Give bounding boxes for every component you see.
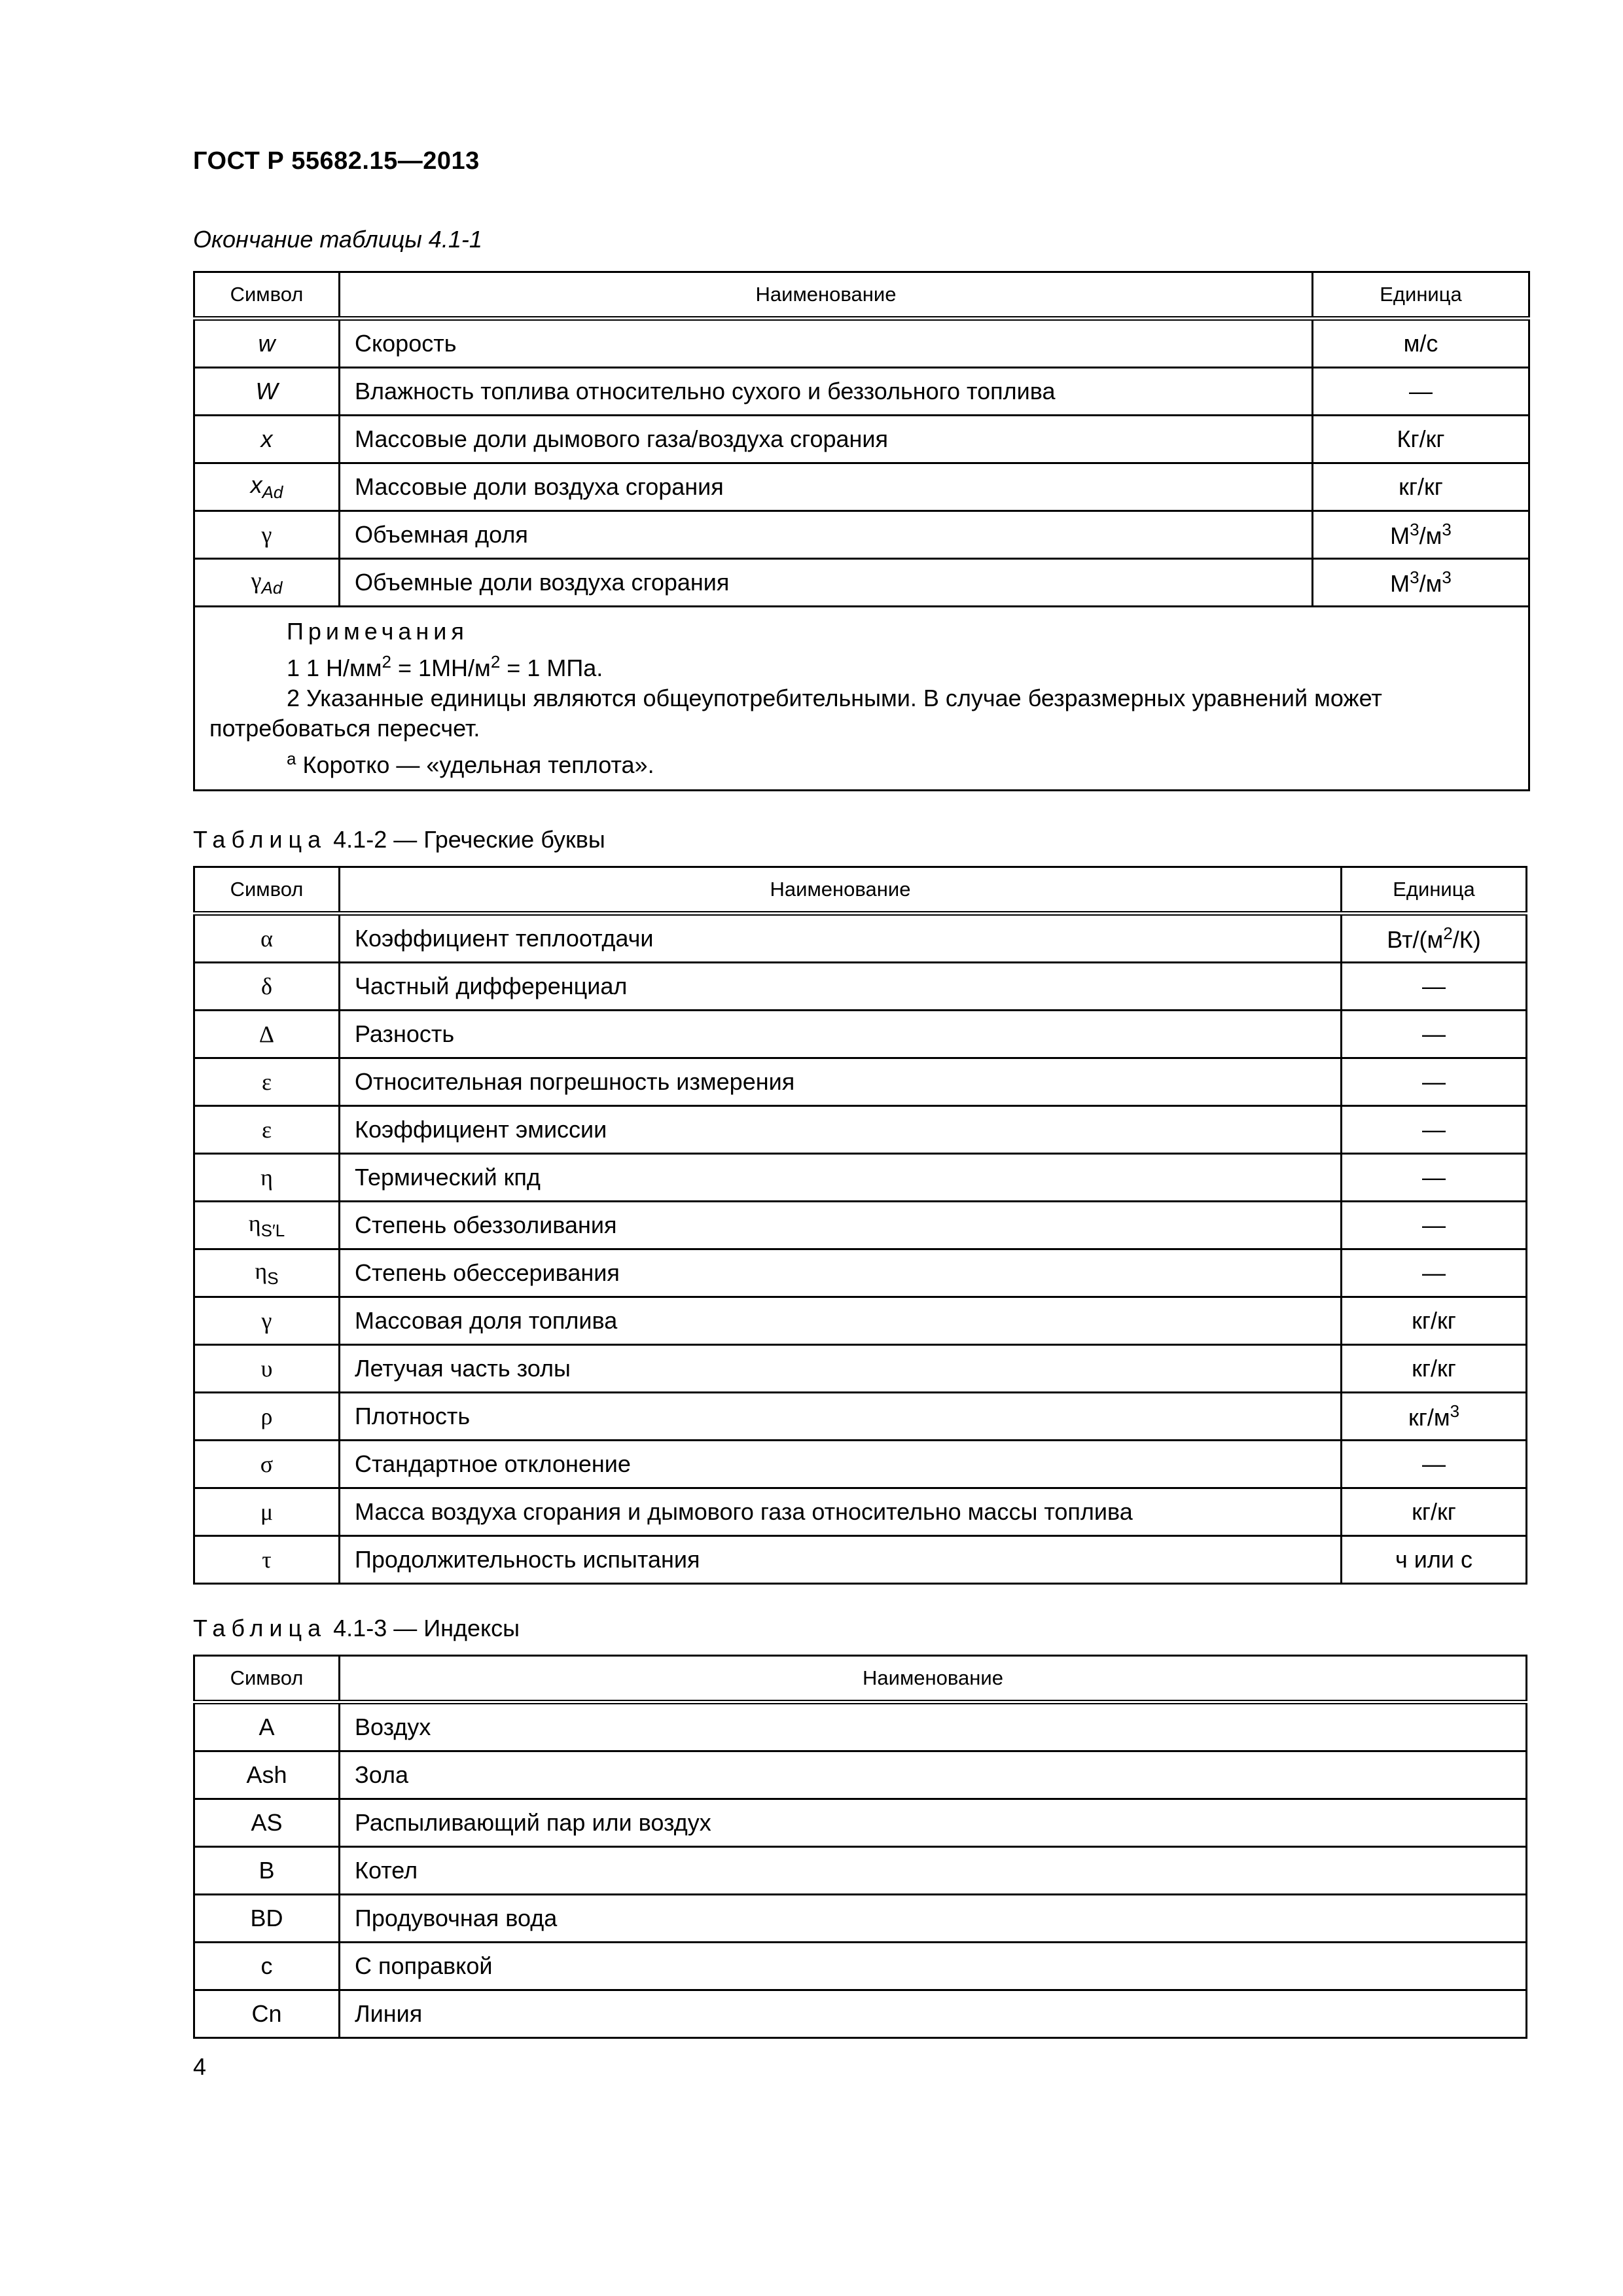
unit-cell: — xyxy=(1342,963,1527,1011)
notes-title: Примечания xyxy=(287,618,469,645)
symbol-cell: x xyxy=(194,416,340,463)
table-row xyxy=(194,1847,1527,1895)
symbol-cell: AS xyxy=(194,1799,340,1847)
unit-cell: — xyxy=(1342,1058,1527,1106)
table3-caption: Таблица 4.1-3 — Индексы xyxy=(193,1615,520,1641)
table-row xyxy=(194,1441,1527,1488)
footnote-a: $^а$ Коротко — «удельная теплота». xyxy=(287,749,654,778)
name-cell: Котел xyxy=(340,1847,1527,1895)
table-row xyxy=(194,1943,1527,1990)
notes-row xyxy=(194,607,1529,791)
symbol-cell: B xyxy=(194,1847,340,1895)
table2-caption: Таблица 4.1-2 — Греческие буквы xyxy=(193,826,605,853)
table-row xyxy=(194,914,1527,963)
header-name: Наименование xyxy=(340,272,1313,319)
table-row xyxy=(194,1990,1527,2038)
table-header-row xyxy=(194,272,1529,319)
page-number: 4 xyxy=(193,2053,207,2080)
header-unit: Единица xyxy=(1342,867,1527,914)
symbol-cell: α xyxy=(194,914,340,963)
name-cell: Плотность xyxy=(340,1393,1342,1441)
table-row xyxy=(194,1702,1527,1751)
name-cell: Зола xyxy=(340,1751,1527,1799)
table-greek-letters xyxy=(193,866,1527,1585)
table-row xyxy=(194,1249,1527,1297)
symbol-cell: δ xyxy=(194,963,340,1011)
note-1: 1 1 $Н/мм^2 = 1МН/м^2 = 1$ МПа. xyxy=(287,652,603,681)
table-row xyxy=(194,559,1529,607)
name-cell: Влажность топлива относительно сухого и беззольного топлива xyxy=(340,368,1313,416)
name-cell: Относительная погрешность измерения xyxy=(340,1058,1342,1106)
name-cell: Частный дифференциал xyxy=(340,963,1342,1011)
symbol-cell: A xyxy=(194,1702,340,1751)
table-row xyxy=(194,416,1529,463)
symbol-cell: $\eta_S$ xyxy=(194,1249,340,1297)
name-cell: Распыливающий пар или воздух xyxy=(340,1799,1527,1847)
name-cell: Линия xyxy=(340,1990,1527,2038)
name-cell: Степень обессеривания xyxy=(340,1249,1342,1297)
header-name: Наименование xyxy=(340,867,1342,914)
symbol-cell: Cn xyxy=(194,1990,340,2038)
name-cell: Летучая часть золы xyxy=(340,1345,1342,1393)
header-symbol: Символ xyxy=(194,272,340,319)
symbol-cell: c xyxy=(194,1943,340,1990)
name-cell: Масса воздуха сгорания и дымового газа относительно массы топлива xyxy=(340,1488,1342,1536)
header-symbol: Символ xyxy=(194,1656,340,1702)
table-row xyxy=(194,1154,1527,1202)
table-row xyxy=(194,1106,1527,1154)
unit-cell: $М^3/м^3$ xyxy=(1313,559,1529,607)
table-row xyxy=(194,1011,1527,1058)
name-cell: Массовые доли воздуха сгорания xyxy=(340,463,1313,511)
symbol-cell: γ xyxy=(194,1297,340,1345)
name-cell: Массовые доли дымового газа/воздуха сгорания xyxy=(340,416,1313,463)
name-cell: Продувочная вода xyxy=(340,1895,1527,1943)
unit-cell: ч или с xyxy=(1342,1536,1527,1584)
table-row xyxy=(194,319,1529,368)
unit-cell: — xyxy=(1342,1106,1527,1154)
table-row xyxy=(194,1895,1527,1943)
symbol-cell: ε xyxy=(194,1058,340,1106)
unit-cell: — xyxy=(1313,368,1529,416)
name-cell: Массовая доля топлива xyxy=(340,1297,1342,1345)
unit-cell: $Вт/(м^2/К)$ xyxy=(1342,914,1527,963)
table-row xyxy=(194,1536,1527,1584)
table-header-row xyxy=(194,867,1527,914)
symbol-cell: ρ xyxy=(194,1393,340,1441)
unit-cell: кг/кг xyxy=(1342,1488,1527,1536)
table-row xyxy=(194,1345,1527,1393)
document-header: ГОСТ Р 55682.15—2013 xyxy=(193,147,480,175)
note-2: 2 Указанные единицы являются общеупотребительными. В случае безразмерных уравнений может потребоваться пересчет. xyxy=(209,685,1382,742)
unit-cell: кг/кг xyxy=(1342,1297,1527,1345)
symbol-cell: σ xyxy=(194,1441,340,1488)
symbol-cell: υ xyxy=(194,1345,340,1393)
unit-cell: $кг/м^3$ xyxy=(1342,1393,1527,1441)
symbol-cell: τ xyxy=(194,1536,340,1584)
unit-cell: Кг/кг xyxy=(1313,416,1529,463)
table-row xyxy=(194,368,1529,416)
header-unit: Единица xyxy=(1313,272,1529,319)
table-units-end xyxy=(193,271,1530,791)
table-row xyxy=(194,1393,1527,1441)
table-row xyxy=(194,963,1527,1011)
unit-cell: кг/кг xyxy=(1313,463,1529,511)
table-row xyxy=(194,463,1529,511)
unit-cell: — xyxy=(1342,1011,1527,1058)
name-cell: Коэффициент эмиссии xyxy=(340,1106,1342,1154)
name-cell: Объемная доля xyxy=(340,511,1313,559)
name-cell: Стандартное отклонение xyxy=(340,1441,1342,1488)
table-row xyxy=(194,1799,1527,1847)
unit-cell: — xyxy=(1342,1249,1527,1297)
unit-cell: — xyxy=(1342,1441,1527,1488)
header-symbol: Символ xyxy=(194,867,340,914)
name-cell: Скорость xyxy=(340,319,1313,368)
name-cell: Продолжительность испытания xyxy=(340,1536,1342,1584)
table-row xyxy=(194,1488,1527,1536)
name-cell: Коэффициент теплоотдачи xyxy=(340,914,1342,963)
unit-cell: кг/кг xyxy=(1342,1345,1527,1393)
symbol-cell: w xyxy=(194,319,340,368)
symbol-cell: BD xyxy=(194,1895,340,1943)
table-header-row xyxy=(194,1656,1527,1702)
table-row xyxy=(194,1297,1527,1345)
table-indices xyxy=(193,1655,1527,2039)
symbol-cell: $\gamma_{Ad}$ xyxy=(194,559,340,607)
header-name: Наименование xyxy=(340,1656,1527,1702)
symbol-cell: Ash xyxy=(194,1751,340,1799)
table1-caption: Окончание таблицы 4.1-1 xyxy=(193,226,482,253)
symbol-cell: γ xyxy=(194,511,340,559)
symbol-cell: Δ xyxy=(194,1011,340,1058)
symbol-cell: $x_{Ad}$ xyxy=(194,463,340,511)
symbol-cell: η xyxy=(194,1154,340,1202)
symbol-cell: W xyxy=(194,368,340,416)
name-cell: Разность xyxy=(340,1011,1342,1058)
unit-cell: м/с xyxy=(1313,319,1529,368)
name-cell: Термический кпд xyxy=(340,1154,1342,1202)
name-cell: Объемные доли воздуха сгорания xyxy=(340,559,1313,607)
unit-cell: — xyxy=(1342,1154,1527,1202)
notes-cell xyxy=(194,607,1529,791)
name-cell: С поправкой xyxy=(340,1943,1527,1990)
table-row xyxy=(194,1058,1527,1106)
name-cell: Степень обеззоливания xyxy=(340,1202,1342,1249)
symbol-cell: μ xyxy=(194,1488,340,1536)
unit-cell: — xyxy=(1342,1202,1527,1249)
table-row xyxy=(194,1751,1527,1799)
unit-cell: $М^3/м^3$ xyxy=(1313,511,1529,559)
symbol-cell: ε xyxy=(194,1106,340,1154)
table-row xyxy=(194,1202,1527,1249)
name-cell: Воздух xyxy=(340,1702,1527,1751)
table-row xyxy=(194,511,1529,559)
symbol-cell: $\eta_{S'L}$ xyxy=(194,1202,340,1249)
